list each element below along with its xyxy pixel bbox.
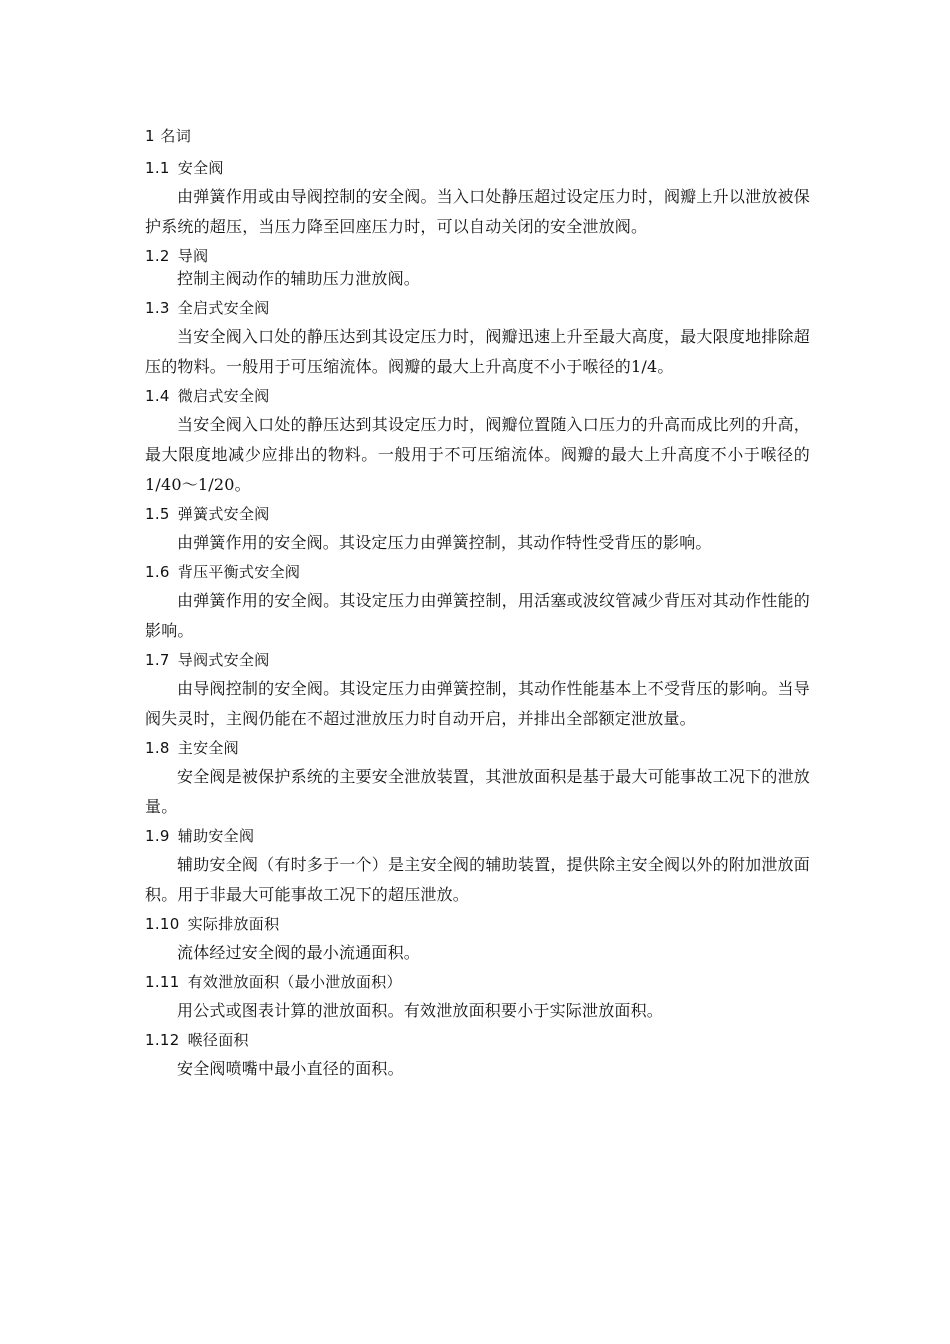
- section-1-12: [145, 1029, 810, 1084]
- section-heading: [145, 971, 810, 993]
- section-1-11: [145, 971, 810, 1026]
- section-body: 安全阀是被保护系统的主要安全泄放装置，其泄放面积是基于最大可能事故工况下的泄放量。: [145, 767, 810, 816]
- section-heading: [145, 649, 810, 671]
- section-body: 当安全阀入口处的静压达到其设定压力时，阀瓣迅速上升至最大高度，最大限度地排除超压的物料。一般用于可压缩流体。阀瓣的最大上升高度不小于喉径的1/4。: [145, 327, 810, 376]
- section-title: 全启式安全阀: [177, 299, 270, 317]
- section-1-1: [145, 157, 810, 242]
- section-heading: [145, 503, 810, 525]
- section-heading: [145, 157, 810, 179]
- section-number: 1.5: [145, 505, 170, 523]
- section-1-5: [145, 503, 810, 558]
- section-body: 当安全阀入口处的静压达到其设定压力时，阀瓣位置随入口压力的升高而成比列的升高，最大限度地减少应排出的物料。一般用于不可压缩流体。阀瓣的最大上升高度不小于喉径的1/40～1/20。: [145, 415, 810, 494]
- section-title: 喉径面积: [187, 1031, 249, 1049]
- section-body: 由弹簧作用的安全阀。其设定压力由弹簧控制，用活塞或波纹管减少背压对其动作性能的影响。: [145, 591, 810, 640]
- section-number: 1.12: [145, 1031, 180, 1049]
- section-title: 辅助安全阀: [177, 827, 255, 845]
- section-body: 由弹簧作用的安全阀。其设定压力由弹簧控制，其动作特性受背压的影响。: [177, 533, 712, 552]
- section-number: 1.4: [145, 387, 170, 405]
- section-title: 微启式安全阀: [177, 387, 270, 405]
- section-1-4: [145, 385, 810, 500]
- section-title: 有效泄放面积（最小泄放面积）: [187, 973, 402, 991]
- section-number: 1.9: [145, 827, 170, 845]
- section-heading: [145, 913, 810, 935]
- section-1-10: [145, 913, 810, 968]
- section-1-3: [145, 297, 810, 382]
- section-title: 安全阀: [177, 159, 224, 177]
- chapter-heading: [145, 125, 810, 147]
- section-body: 控制主阀动作的辅助压力泄放阀。: [177, 269, 421, 288]
- section-1-7: [145, 649, 810, 734]
- section-body: 安全阀喷嘴中最小直径的面积。: [177, 1059, 404, 1078]
- section-title: 导阀: [177, 247, 209, 265]
- chapter-number: 1: [145, 127, 156, 145]
- section-number: 1.10: [145, 915, 180, 933]
- section-heading: [145, 825, 810, 847]
- section-heading: [145, 737, 810, 759]
- section-number: 1.2: [145, 247, 170, 265]
- section-1-9: [145, 825, 810, 910]
- section-heading: [145, 385, 810, 407]
- section-title: 导阀式安全阀: [177, 651, 270, 669]
- section-number: 1.7: [145, 651, 170, 669]
- section-number: 1.8: [145, 739, 170, 757]
- section-number: 1.1: [145, 159, 170, 177]
- chapter-title: 名词: [160, 127, 192, 145]
- section-number: 1.3: [145, 299, 170, 317]
- section-1-2: [145, 245, 810, 294]
- section-1-6: [145, 561, 810, 646]
- section-body: 由弹簧作用或由导阀控制的安全阀。当入口处静压超过设定压力时，阀瓣上升以泄放被保护系统的超压，当压力降至回座压力时，可以自动关闭的安全泄放阀。: [145, 187, 810, 236]
- section-number: 1.6: [145, 563, 170, 581]
- section-body: 流体经过安全阀的最小流通面积。: [177, 943, 421, 962]
- section-title: 实际排放面积: [187, 915, 280, 933]
- section-body: 用公式或图表计算的泄放面积。有效泄放面积要小于实际泄放面积。: [177, 1001, 664, 1020]
- document-content: [145, 125, 810, 1087]
- section-1-8: [145, 737, 810, 822]
- section-heading: [145, 1029, 810, 1051]
- section-title: 主安全阀: [177, 739, 239, 757]
- section-title: 弹簧式安全阀: [177, 505, 270, 523]
- section-body: 由导阀控制的安全阀。其设定压力由弹簧控制，其动作性能基本上不受背压的影响。当导阀失灵时，主阀仍能在不超过泄放压力时自动开启，并排出全部额定泄放量。: [145, 679, 810, 728]
- section-heading: [145, 561, 810, 583]
- section-title: 背压平衡式安全阀: [177, 563, 301, 581]
- section-body: 辅助安全阀（有时多于一个）是主安全阀的辅助装置，提供除主安全阀以外的附加泄放面积。用于非最大可能事故工况下的超压泄放。: [145, 855, 810, 904]
- section-number: 1.11: [145, 973, 180, 991]
- section-heading: [145, 297, 810, 319]
